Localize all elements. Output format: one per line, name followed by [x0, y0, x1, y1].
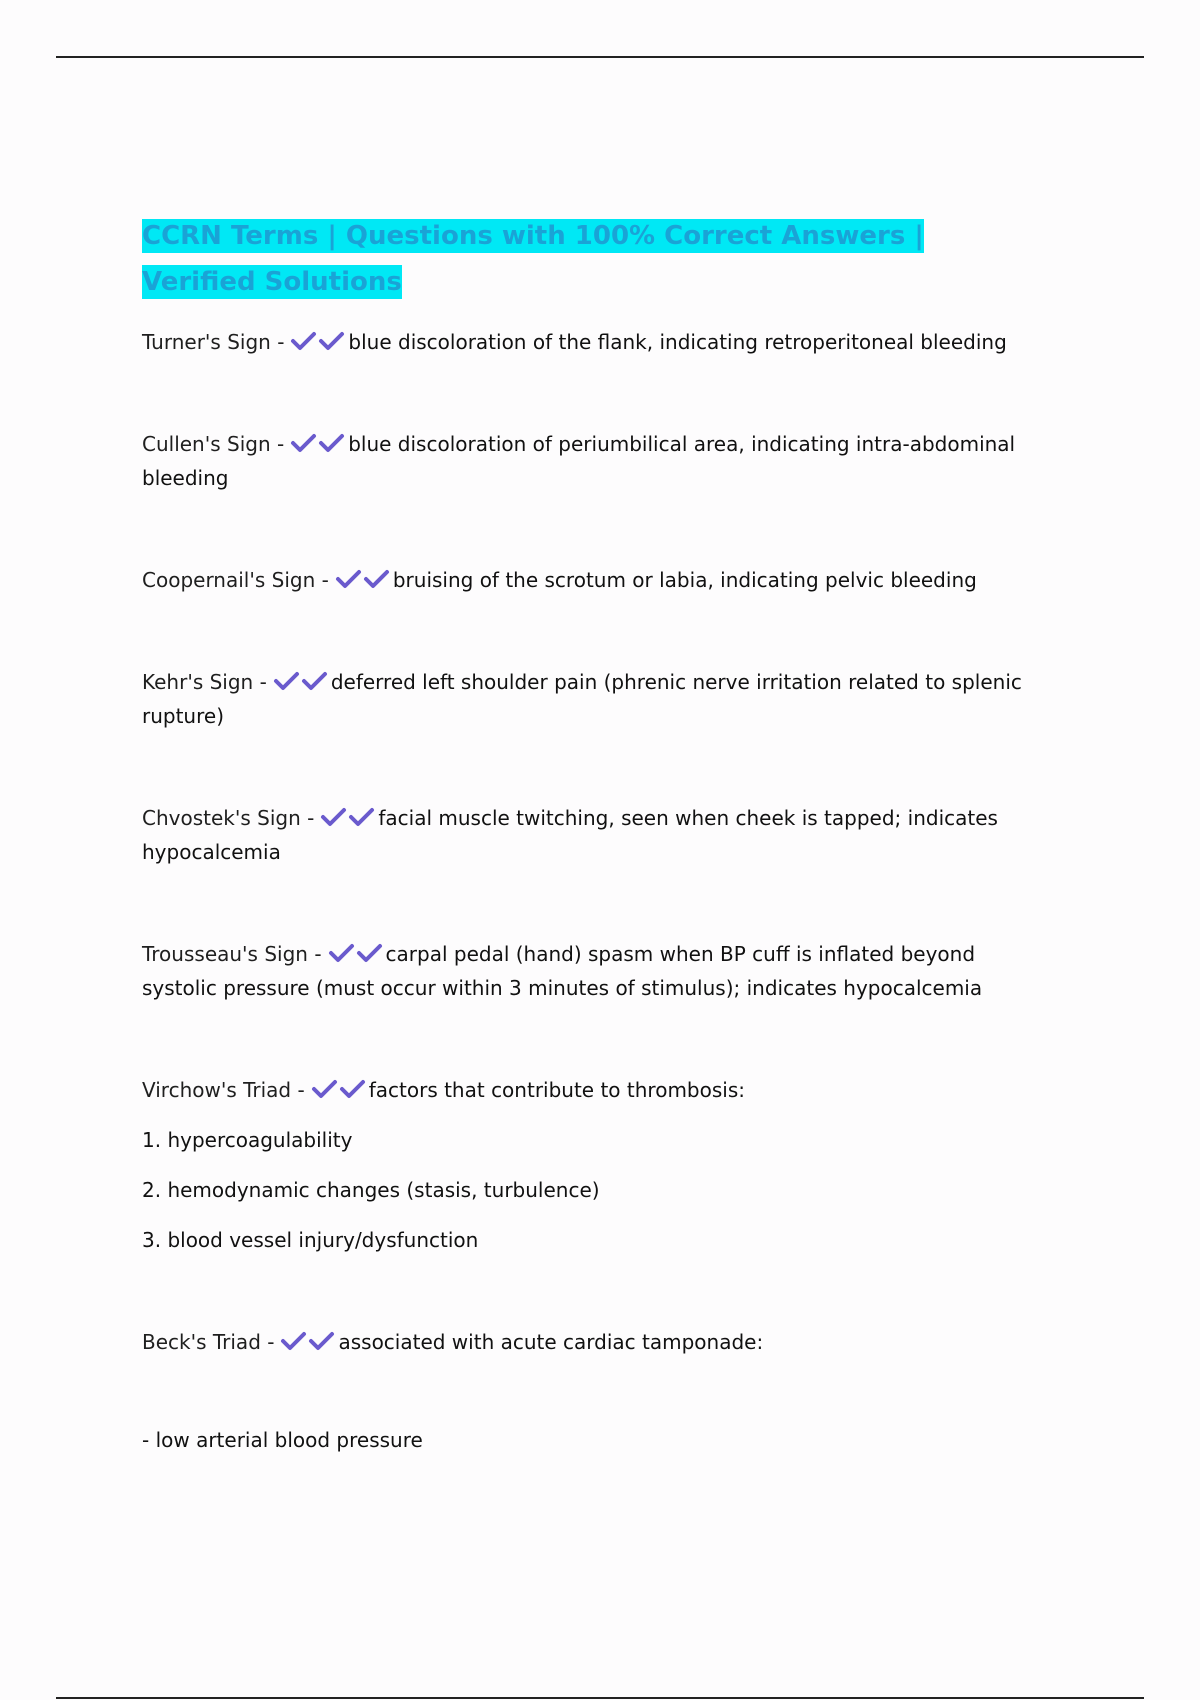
list-item: 3. blood vessel injury/dysfunction — [142, 1228, 479, 1252]
entry-term: Kehr's Sign — [142, 670, 254, 694]
double-checkmark-icon — [328, 942, 384, 964]
entry-cullens-sign — [142, 427, 1042, 495]
double-checkmark-icon — [320, 806, 376, 828]
list-item: - low arterial blood pressure — [142, 1428, 423, 1452]
entry-answer: blue discoloration of the flank, indicating retroperitoneal bleeding — [348, 330, 1007, 354]
footer-rule — [56, 1697, 1144, 1699]
entry-separator: - — [267, 1330, 275, 1354]
entry-answer: facial muscle twitching, seen when cheek is tapped; indicates hypocalcemia — [142, 806, 998, 864]
entry-trousseaus-sign — [142, 937, 1042, 1005]
entry-answer: blue discoloration of periumbilical area, indicating intra-abdominal bleeding — [142, 432, 1016, 490]
entry-answer: bruising of the scrotum or labia, indicating pelvic bleeding — [392, 568, 977, 592]
double-checkmark-icon — [335, 568, 391, 590]
entry-answer: factors that contribute to thrombosis: — [368, 1078, 745, 1102]
entry-turners-sign — [142, 325, 1042, 359]
entry-separator: - — [314, 942, 322, 966]
entry-answer: carpal pedal (hand) spasm when BP cuff is inflated beyond systolic pressure (must occur within 3 minutes of stimulus); indicates hypocalcemia — [142, 942, 983, 1000]
entry-term: Turner's Sign — [142, 330, 271, 354]
entry-term: Coopernail's Sign — [142, 568, 316, 592]
entry-term: Virchow's Triad — [142, 1078, 292, 1102]
entry-separator: - — [297, 1078, 305, 1102]
entry-answer: deferred left shoulder pain (phrenic nerve irritation related to splenic rupture) — [142, 670, 1022, 728]
entry-kehrs-sign — [142, 665, 1042, 733]
entry-becks-triad — [142, 1325, 1042, 1359]
entry-term: Trousseau's Sign — [142, 942, 308, 966]
double-checkmark-icon — [311, 1078, 367, 1100]
entry-coopernails-sign — [142, 563, 1042, 597]
entry-separator: - — [277, 330, 285, 354]
entry-separator: - — [321, 568, 329, 592]
entry-virchows-triad — [142, 1073, 1042, 1107]
entry-term: Chvostek's Sign — [142, 806, 301, 830]
entry-separator: - — [307, 806, 315, 830]
double-checkmark-icon — [273, 670, 329, 692]
entry-answer: associated with acute cardiac tamponade: — [338, 1330, 764, 1354]
list-item: 1. hypercoagulability — [142, 1128, 353, 1152]
entry-term: Cullen's Sign — [142, 432, 271, 456]
entry-separator: - — [259, 670, 267, 694]
document-title: CCRN Terms | Questions with 100% Correct Answers | Verified Solutions — [142, 221, 924, 297]
list-item: 2. hemodynamic changes (stasis, turbulence) — [142, 1178, 600, 1202]
double-checkmark-icon — [280, 1330, 336, 1352]
entry-separator: - — [277, 432, 285, 456]
entry-term: Beck's Triad — [142, 1330, 261, 1354]
document-body — [142, 213, 1042, 1457]
entry-chvosteks-sign — [142, 801, 1042, 869]
double-checkmark-icon — [290, 432, 346, 454]
header-rule — [56, 56, 1144, 58]
double-checkmark-icon — [290, 330, 346, 352]
